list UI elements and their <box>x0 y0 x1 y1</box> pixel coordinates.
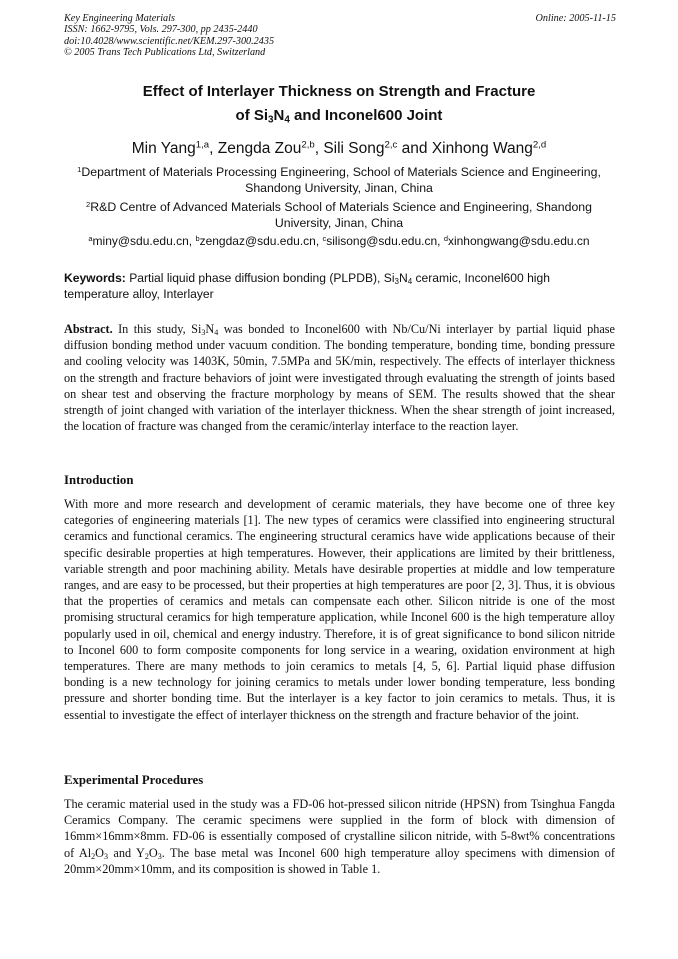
author-name: Xinhong Wang <box>431 140 533 157</box>
keywords: Keywords: Partial liquid phase diffusion bonding (PLPDB), $Si_3N_4$ ceramic, Inconel600 high temperature alloy, Interlayer <box>64 271 550 301</box>
email-address: xinhongwang@sdu.edu.cn <box>447 234 590 248</box>
experimental-heading: Experimental Procedures <box>64 773 204 787</box>
online-date: Online: 2005-11-15 <box>535 13 616 24</box>
journal-name: Key Engineering Materials <box>64 13 175 24</box>
experimental-body: The ceramic material used in the study was a FD-06 hot-pressed silicon nitride (HPSN) from Tsinghua Fangda Ceramics Company. The ceramic specimens were supplied in the form of block with dimension of 16mm×16mm×8mm. FD-06 is essentially composed of crystalline silicon nitride, with 5-8wt% concentrations of $Al_2O_3$ and $Y_2O_3$. The base metal was Inconel 600 high temperature alloy specimens with dimension of 20mm×20mm×10mm, and its composition is showed in Table 1. <box>64 797 615 876</box>
paper-title-line-2: of $Si_3N_4$ and Inconel600 Joint <box>235 107 443 126</box>
abstract-label: Abstract. <box>64 322 113 336</box>
introduction-body: With more and more research and development of ceramic materials, they have become one of three key categories of engineering materials [1]. The new types of ceramics were classified into engineering structural ceramics and functional ceramics. The engineering structural ceramics have wide applications because of their specific desirable properties at high temperatures. However, their applications are limited by their brittleness, variable strength and poor machining ability. Metals have desirable properties at middle and low temperature ranges, and are easy to be processed, but their properties at high temperatures are poor [2, 3]. Thus, it is obvious that the properties of ceramics and metals can compensate each other. Silicon nitride is one of the most promising structural ceramics for high temperature application, while Inconel 600 is the high temperature alloy popularly used in oil, chemical and energy industry. Therefore, it is of great significance to bond silicon nitride to Inconel 600 to form composite components for long service in a wearing, oxidation environment at high temperatures. There are many methods to join ceramics to metals [4, 5, 6]. Partial liquid phase diffusion bonding is a new technology for joining ceramics to metals under lower bonding temperature, less bonding pressure and shorter bonding time. But the interlayer is a key factor to join ceramics to metals. Thus, it is essential to investigate the effect of interlayer thickness on the strength and fracture behavior of the joint. <box>64 497 615 722</box>
abstract: Abstract. In this study, $Si_3N_4$ was bonded to Inconel600 with Nb/Cu/Ni interlayer by partial liquid phase diffusion bonding method under vacuum condition. The bonding temperature, bonding time, bonding pressure and cooling velocity was 1403K, 50min, 7.5MPa and 5K/min, respectively. The effects of interlayer thickness on the strength and fracture behaviors of joint were investigated through evaluating the strength of joints based on shear test and observing the fracture morphology by means of SEM. The results showed that the shear strength of joint changed with variation of the interlayer thickness. When the shear strength of joint increased, the location of fracture was changed from the ceramic/interlay interface to the reaction layer. <box>64 322 615 434</box>
affiliation-2: $^2$R&D Centre of Advanced Materials School of Materials Science and Engineering, Shandong University, Jinan, China <box>86 199 592 230</box>
email-address: zengdaz@sdu.edu.cn <box>199 234 316 248</box>
author-list: Min Yang$^{1,a}$, Zengda Zou$^{2,b}$, Sili Song$^{2,c}$ and Xinhong Wang$^{2,d}$ <box>131 139 547 157</box>
email-list: $^a$miny@sdu.edu.cn, $^b$zengdaz@sdu.edu.cn, $^c$silisong@sdu.edu.cn, $^d$xinhongwang@sdu.edu.cn <box>88 233 590 248</box>
email-address: silisong@sdu.edu.cn <box>326 234 438 248</box>
copyright-line: © 2005 Trans Tech Publications Ltd, Switzerland <box>64 46 266 58</box>
author-name: Min Yang <box>131 140 196 157</box>
email-address: miny@sdu.edu.cn <box>92 234 189 248</box>
doi-line: doi:10.4028/www.scientific.net/KEM.297-300.2435 <box>64 35 275 47</box>
affiliation-1: $^1$Department of Materials Processing Engineering, School of Materials Science and Engineering, Shandong University, Jinan, China <box>77 164 601 195</box>
introduction-heading: Introduction <box>64 473 134 487</box>
author-name: Sili Song <box>323 140 385 157</box>
issn-line: ISSN: 1662-9795, Vols. 297-300, pp 2435-2440 <box>64 24 258 36</box>
author-name: Zengda Zou <box>217 140 302 157</box>
keywords-label: Keywords: <box>64 271 126 285</box>
paper-title-line-1: Effect of Interlayer Thickness on Strength and Fracture <box>142 83 536 100</box>
journal-header <box>64 13 274 58</box>
